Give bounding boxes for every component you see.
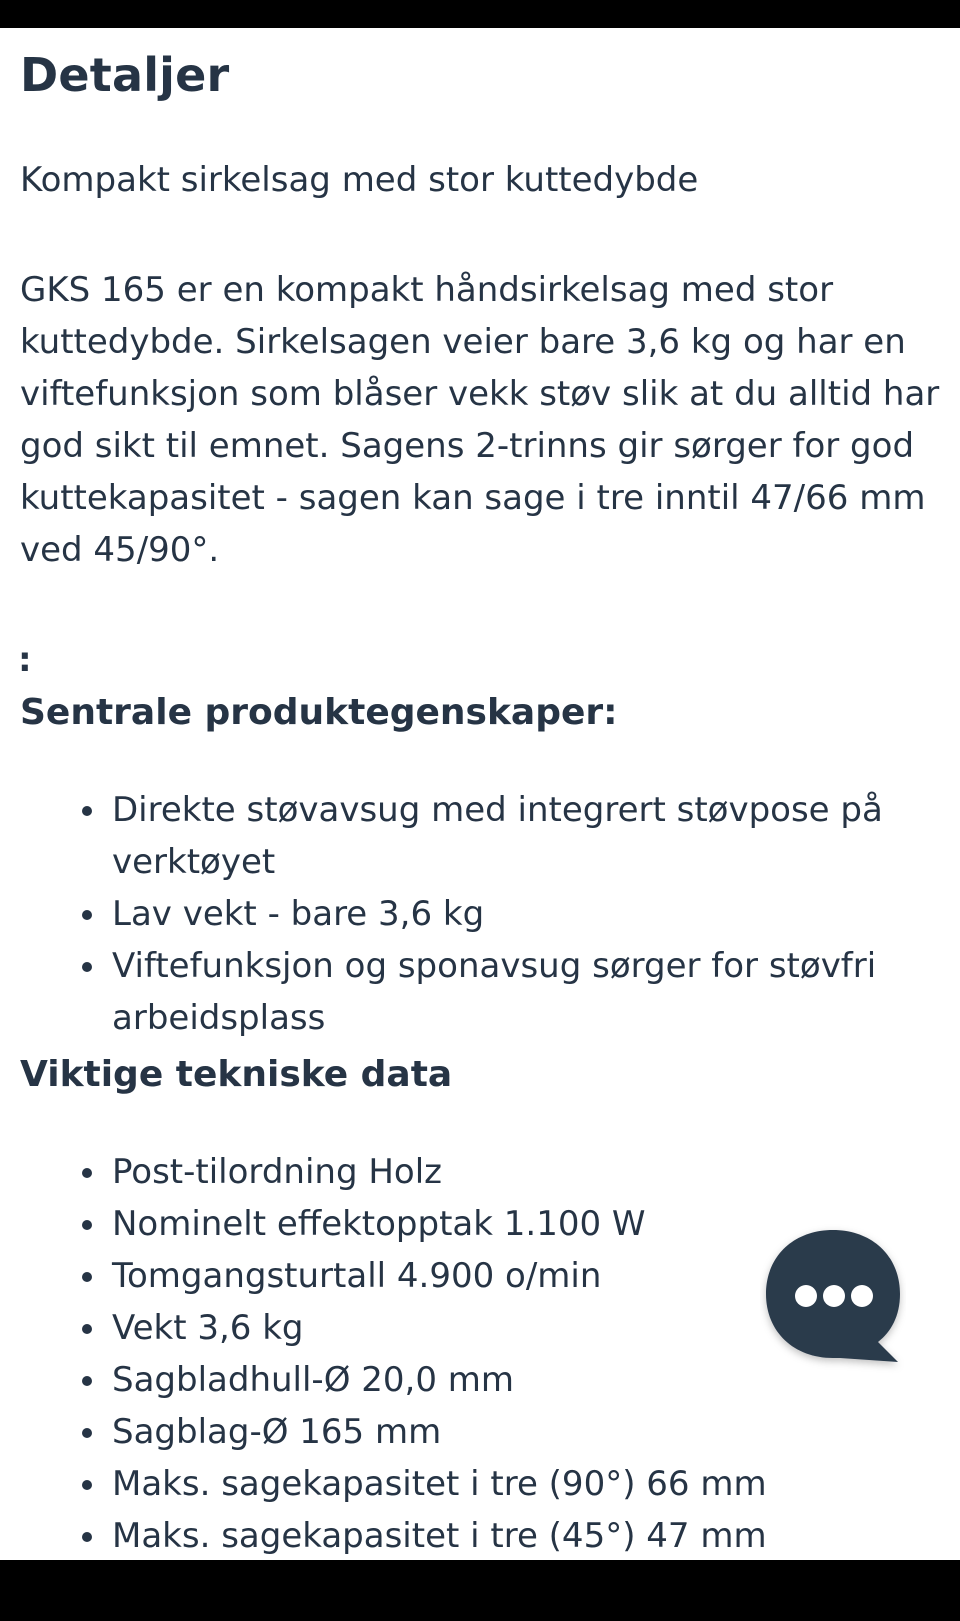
list-item-text: Post-tilordning Holz — [112, 1152, 442, 1192]
list-item-text: Nominelt effektopptak 1.100 W — [112, 1204, 646, 1244]
list-item-text: Tomgangsturtall 4.900 o/min — [112, 1256, 602, 1296]
list-item — [0, 940, 900, 1044]
bullet-icon — [82, 962, 92, 972]
features-heading: Sentrale produktegenskaper: — [20, 692, 618, 733]
technical-data-heading: Viktige tekniske data — [20, 1054, 453, 1095]
colon-mark: : — [18, 640, 32, 680]
page-title: Detaljer — [20, 48, 230, 102]
chat-bubble-icon — [760, 1224, 906, 1374]
bullet-icon — [82, 1532, 92, 1542]
list-item-text: Lav vekt - bare 3,6 kg — [112, 894, 485, 934]
chat-button[interactable] — [760, 1224, 906, 1374]
list-item-text: Viftefunksjon og sponavsug sørger for støvfri arbeidsplass — [112, 946, 877, 1038]
bullet-icon — [82, 1324, 92, 1334]
list-item-text: Sagblag-Ø 165 mm — [112, 1412, 442, 1452]
bullet-icon — [82, 1376, 92, 1386]
bullet-icon — [82, 1168, 92, 1178]
bullet-icon — [82, 1220, 92, 1230]
list-item — [0, 1146, 900, 1198]
list-item — [0, 784, 900, 888]
list-item — [0, 888, 900, 940]
bullet-icon — [82, 806, 92, 816]
product-description: GKS 165 er en kompakt håndsirkelsag med stor kuttedybde. Sirkelsagen veier bare 3,6 kg og har en viftefunksjon som blåser vekk støv slik at du alltid har god sikt til emnet. Sagens 2-trinns gir sørger for god kuttekapasitet - sagen kan sage i tre inntil 47/66 mm ved 45/90°. — [20, 270, 940, 570]
list-item-text: Direkte støvavsug med integrert støvpose på verktøyet — [112, 790, 883, 882]
bullet-icon — [82, 1428, 92, 1438]
list-item-text: Sagbladhull-Ø 20,0 mm — [112, 1360, 515, 1400]
bullet-icon — [82, 910, 92, 920]
bottom-black-bar — [0, 1560, 960, 1621]
product-subtitle: Kompakt sirkelsag med stor kuttedybde — [20, 160, 699, 200]
list-item-text: Vekt 3,6 kg — [112, 1308, 304, 1348]
list-item-text: Maks. sagekapasitet i tre (90°) 66 mm — [112, 1464, 767, 1504]
list-item — [0, 1458, 900, 1510]
bullet-icon — [82, 1272, 92, 1282]
top-black-bar — [0, 0, 960, 28]
list-item — [0, 1510, 900, 1560]
list-item — [0, 1406, 900, 1458]
bullet-icon — [82, 1480, 92, 1490]
features-list — [0, 784, 900, 1044]
list-item-text: Maks. sagekapasitet i tre (45°) 47 mm — [112, 1516, 767, 1556]
